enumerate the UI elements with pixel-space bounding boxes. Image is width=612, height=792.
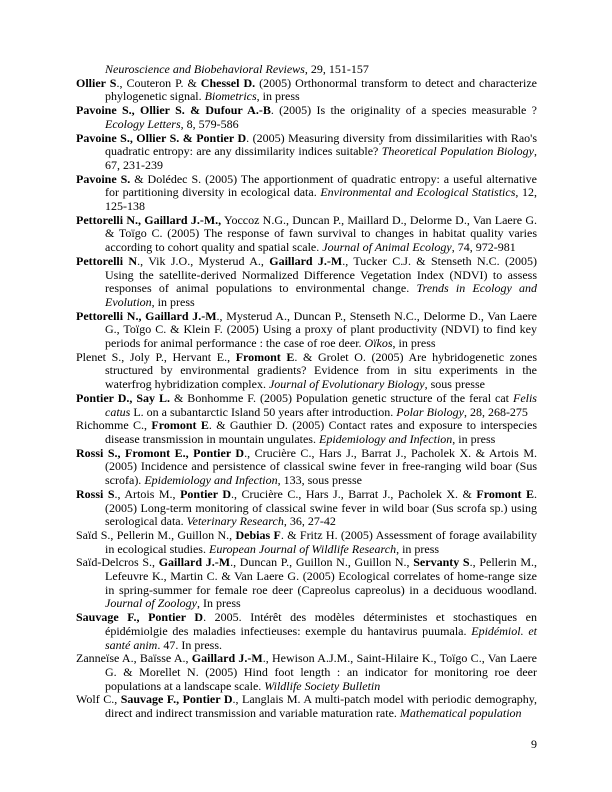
journal-title: European Journal of Wildlife Research: [208, 541, 397, 556]
reference-text: L. on a subantarctic Island 50 years after introduction.: [130, 404, 397, 419]
reference-entry: [76, 392, 537, 419]
reference-text: & Dolédec S. (2005) The apportionment of quadratic entropy: a useful alternative for partitioning diversity in ecological data.: [105, 171, 537, 200]
reference-entry: [76, 255, 537, 310]
highlighted-author: Rossi S: [76, 486, 115, 501]
highlighted-author: Pontier D., Say L.: [76, 390, 171, 405]
highlighted-author: Ollier S: [76, 75, 117, 90]
journal-title: Felis catus: [105, 390, 537, 419]
reference-text: , In press: [197, 596, 241, 611]
reference-entry: [76, 214, 537, 255]
highlighted-author: Gaillard J.-M: [269, 253, 343, 268]
reference-text: Richomme C.,: [76, 418, 152, 433]
reference-text: ., Crucière C., Hars J., Barrat J., Pacholek X. & Artois M. (2005) Incidence and persistence of classical swine fever in free-ranging wild boar (Sus scrofa).: [105, 445, 537, 488]
reference-text: ., Mysterud A., Duncan P., Stenseth N.C., Delorme D., Van Laere G., Toïgo C. & Klein F. (2005) Using a proxy of plant productivity (NDVI) to find key periods for animal performance : the case of roe deer.: [105, 308, 537, 351]
journal-title: Journal of Evolutionary Biology: [268, 377, 425, 392]
reference-list: [76, 63, 537, 721]
journal-title: Journal of Zoology: [105, 596, 197, 611]
reference-text: (2005) Orthonormal transform to detect and characterize phylogenetic signal.: [105, 75, 538, 104]
reference-text: , in press: [452, 431, 496, 446]
reference-text: . & Gauthier D. (2005) Contact rates and exposure to interspecies disease transmission in mountain ungulates.: [105, 418, 538, 446]
journal-title: Veterinary Research: [186, 514, 284, 529]
journal-title: Epidemiology and Infection: [144, 473, 278, 488]
reference-text: , 133, sous presse: [277, 473, 362, 488]
highlighted-author: Gaillard J.-M: [158, 555, 231, 570]
reference-text: . & Fritz H. (2005) Assessment of forage availability in ecological studies.: [105, 527, 537, 556]
reference-text: Saïd-Delcros S.,: [76, 555, 159, 570]
reference-text: Saïd S., Pellerin M., Guillon N.,: [76, 527, 236, 542]
journal-title: Oïkos: [364, 336, 393, 351]
reference-text: ., Vik J.O., Mysterud A.,: [137, 253, 270, 268]
highlighted-author: Pavoine S.: [76, 171, 131, 186]
reference-text: ., Langlais M. A multi-patch model with periodic demography, direct and indirect transmission and variable maturation rate.: [105, 692, 538, 721]
reference-entry: [76, 447, 537, 488]
reference-entry: [76, 611, 537, 652]
highlighted-author: Pettorelli N., Gaillard J.-M: [76, 308, 217, 323]
reference-entry: [76, 529, 537, 556]
reference-text: ., Crucière C., Hars J., Barrat J., Pacholek X. &: [231, 486, 477, 501]
journal-title: Theoretical Population Biology: [381, 144, 534, 159]
highlighted-author: Sauvage F., Pontier D: [120, 692, 233, 707]
reference-text: , 8, 579-586: [180, 116, 239, 131]
reference-text: ., Duncan P., Guillon N., Guillon N.,: [230, 555, 414, 570]
reference-entry: [76, 351, 537, 392]
reference-text: ., Artois M.,: [114, 486, 181, 501]
highlighted-author: Pettorelli N: [76, 253, 138, 268]
reference-text: ., Tucker C.J. & Stenseth N.C. (2005) Using the satellite-derived Normalized Difference Vegetation Index (NDVI) to assess responses of animal populations to environmental change.: [105, 253, 537, 296]
journal-title: Environmental and Ecological Statistics: [320, 185, 516, 200]
reference-entry: [76, 63, 537, 77]
journal-title: Wildlife Society Bulletin: [264, 678, 381, 693]
reference-entry: [76, 132, 537, 173]
reference-entry: [76, 173, 537, 214]
highlighted-author: Chessel D.: [200, 75, 256, 90]
highlighted-author: Pavoine S., Ollier S. & Pontier D: [76, 130, 247, 145]
highlighted-author: Servanty S: [413, 555, 470, 570]
reference-text: , in press: [392, 336, 436, 351]
journal-title: Ecology Letters: [105, 116, 181, 131]
highlighted-author: Fromont E: [476, 486, 535, 501]
reference-entry: [76, 556, 537, 611]
reference-text: & Bonhomme F. (2005) Population genetic structure of the feral cat: [170, 390, 513, 405]
reference-text: , 36, 27-42: [283, 514, 336, 529]
reference-text: . & Grolet O. (2005) Are hybridogenetic zones structured by environmental gradients? Evidence from in situ experiments in the waterfrog hybridization complex.: [105, 349, 538, 392]
highlighted-author: Fromont E: [235, 349, 295, 364]
reference-text: , in press: [396, 541, 440, 556]
reference-text: Yoccoz N.G., Duncan P., Maillard D., Delorme D., Van Laere G. & Toïgo C. (2005) The response of fawn survival to changes in habitat quality varies according to cohort quality and spatial scale.: [105, 212, 537, 255]
reference-entry: [76, 77, 537, 104]
reference-text: Plenet S., Joly P., Hervant E.,: [76, 349, 236, 364]
journal-title: Epidémiol. et santé anim: [105, 623, 538, 652]
page-number: 9: [531, 737, 537, 751]
reference-text: ., Couteron P. &: [116, 75, 201, 90]
reference-text: , in press: [151, 294, 195, 309]
reference-entry: [76, 693, 537, 720]
highlighted-author: Rossi S., Fromont E., Pontier D: [76, 445, 245, 460]
reference-entry: [76, 310, 537, 351]
reference-entry: [76, 104, 537, 131]
reference-entry: [76, 652, 537, 693]
highlighted-author: Pettorelli N., Gaillard J.-M.,: [76, 212, 222, 227]
reference-text: . 2005. Intérêt des modèles déterministes et stochastiques en épidémiolgie des maladies infectieuses: exemple du hantavirus puumala.: [105, 610, 538, 638]
reference-text: , 74, 972-981: [451, 240, 516, 255]
journal-title: Trends in Ecology and Evolution: [105, 281, 537, 309]
reference-text: , sous presse: [424, 377, 485, 392]
reference-text: Zanneïse A., Baïsse A.,: [76, 651, 192, 666]
highlighted-author: Fromont E: [151, 418, 209, 433]
journal-title: Journal of Animal Ecology: [322, 240, 452, 255]
reference-text: . 47. In press.: [157, 637, 223, 652]
highlighted-author: Pontier D: [180, 486, 232, 501]
highlighted-author: Gaillard J.-M: [191, 651, 263, 666]
journal-title: Mathematical population: [399, 706, 522, 721]
reference-text: , 28, 268-275: [463, 404, 528, 419]
reference-text: , 67, 231-239: [105, 144, 537, 172]
highlighted-author: Sauvage F., Pontier D: [76, 610, 204, 625]
journal-title: Neuroscience and Biobehavioral Reviews: [105, 62, 305, 76]
reference-text: ., Hewison A.J.M., Saint-Hilaire K., Toïgo C., Van Laere G. & Morellet N. (2005) Hind foot length : an indicator for monitoring roe deer populations at a landscape scale.: [105, 651, 537, 693]
journal-title: Epidemiology and Infection: [318, 431, 453, 446]
highlighted-author: Debias F: [235, 527, 281, 542]
reference-entry: [76, 419, 537, 446]
reference-text: . (2005) Long-term monitoring of classical swine fever in wild boar (Sus scrofa sp.) using serological data.: [105, 486, 538, 529]
reference-text: ., Pellerin M., Lefeuvre K., Martin C. & Van Laere G. (2005) Ecological correlates of home-range size in spring-summer for female roe deer (Capreolus capreolus) in a deciduous woodland.: [105, 555, 538, 597]
reference-text: , 12, 125-138: [105, 185, 538, 214]
highlighted-author: Pavoine S., Ollier S. & Dufour A.-B: [76, 103, 271, 118]
reference-text: Wolf C.,: [76, 692, 121, 707]
journal-title: Biometrics: [204, 89, 257, 104]
reference-entry: [76, 488, 537, 529]
reference-text: , 29, 151-157: [304, 62, 369, 76]
reference-text: . (2005) Is the originality of a species measurable ?: [270, 103, 538, 118]
reference-text: , in press: [256, 89, 300, 104]
journal-title: Polar Biology: [396, 404, 464, 419]
reference-text: . (2005) Measuring diversity from dissimilarities with Rao's quadratic entropy: are any dissimilarity indices suitable?: [105, 130, 538, 159]
